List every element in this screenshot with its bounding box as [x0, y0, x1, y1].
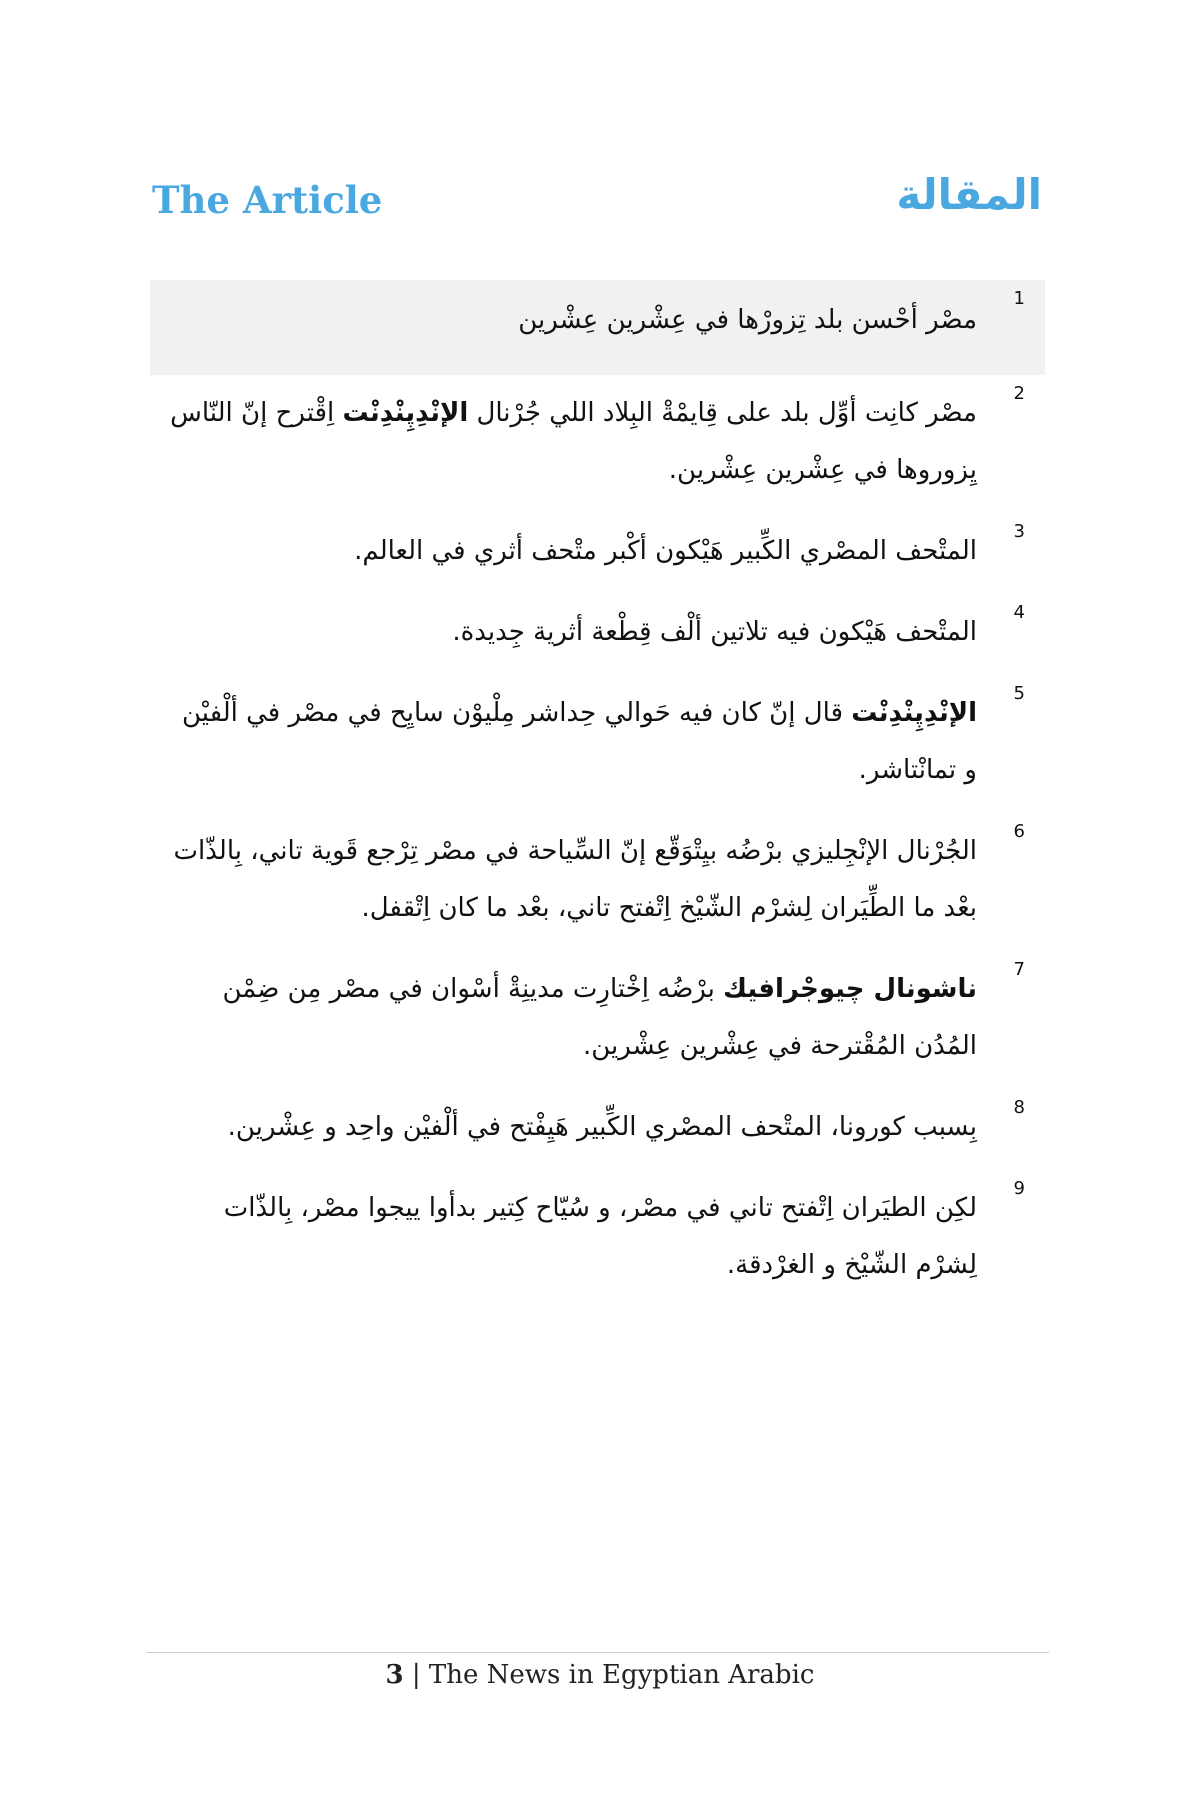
- sentence-row[interactable]: [150, 375, 1045, 513]
- sentence-row[interactable]: [150, 951, 1045, 1089]
- title-english: The Article: [152, 178, 383, 222]
- sentence-number: 2: [1013, 383, 1025, 404]
- sentence-row-highlighted[interactable]: [150, 280, 1045, 375]
- footer-separator: |: [403, 1660, 429, 1690]
- sentence-list: [150, 280, 1045, 1308]
- sentence-row[interactable]: [150, 513, 1045, 594]
- sentence-number: 6: [1013, 821, 1025, 842]
- title-arabic: المقالة: [896, 170, 1042, 219]
- sentence-row[interactable]: [150, 813, 1045, 951]
- sentence-row[interactable]: [150, 594, 1045, 675]
- sentence-text: المتْحف المصْري الكِّبير هَيْكون أكْبر متْحف أثري في العالم.: [354, 536, 977, 566]
- sentence-row[interactable]: [150, 1089, 1045, 1170]
- sentence-number: 5: [1013, 683, 1025, 704]
- bold-term: الإنْدِپِنْدِنْت: [342, 398, 469, 428]
- book-title: The News in Egyptian Arabic: [428, 1660, 815, 1690]
- sentence-text: بِسبب كورونا، المتْحف المصْري الكِّبير هَيِفْتح في ألْفيْن واحِد و عِشْرين.: [227, 1112, 977, 1142]
- sentence-text: مصْر أحْسن بلد تِزورْها في عِشْرين عِشْرين: [518, 305, 977, 335]
- sentence-number: 8: [1013, 1097, 1025, 1118]
- bold-term: ناشونال چيوجْرافيك: [723, 974, 977, 1004]
- sentence-number: 1: [1013, 288, 1025, 309]
- sentence-text: مصْر كانِت أوِّل بلد على قِايمْةْ البِلاد اللي جُرْنال الإنْدِپِنْدِنْت اِقْترح إنّ النّاس يِزوروها في عِشْرين عِشْرين.: [170, 398, 977, 485]
- sentence-number: 3: [1013, 521, 1025, 542]
- page-footer: [0, 1660, 1200, 1690]
- footer-divider: [146, 1652, 1049, 1653]
- page-number: 3: [385, 1660, 404, 1690]
- sentence-number: 4: [1013, 602, 1025, 623]
- sentence-row[interactable]: [150, 1170, 1045, 1308]
- bold-term: الإنْدِپِنْدِنْت: [851, 698, 977, 728]
- sentence-text: الإنْدِپِنْدِنْت قال إنّ كان فيه حَوالي حِداشر مِلْيوْن سايِح في مصْر في ألْفيْن و تمانْتاشر.: [181, 698, 977, 785]
- sentence-text: المتْحف هَيْكون فيه تلاتين ألْف قِطْعة أثرية جِديدة.: [452, 617, 977, 647]
- sentence-row[interactable]: [150, 675, 1045, 813]
- sentence-number: 7: [1013, 959, 1025, 980]
- sentence-number: 9: [1013, 1178, 1025, 1199]
- sentence-text: الجُرْنال الإنْجِليزي برْضُه بيِتْوَقّع إنّ السِّياحة في مصْر تِرْجع قَوية تاني، بِالذّات بعْد ما الطِّيَران لِشرْم الشّيْخ اِتْفتح تاني، بعْد ما كان اِتْقفل.: [173, 836, 977, 923]
- sentence-text: لكِن الطيَران اِتْفتح تاني في مصْر، و سُيّاح كِتير بدأوا ييجوا مصْر، بِالذّات لِشرْم الشّيْخ و الغرْدقة.: [223, 1193, 977, 1280]
- sentence-text: ناشونال چيوجْرافيك برْضُه اِخْتارِت مدينِةْ أسْوان في مصْر مِن ضِمْن المُدُن المُقْترحة في عِشْرين عِشْرين.: [222, 974, 977, 1061]
